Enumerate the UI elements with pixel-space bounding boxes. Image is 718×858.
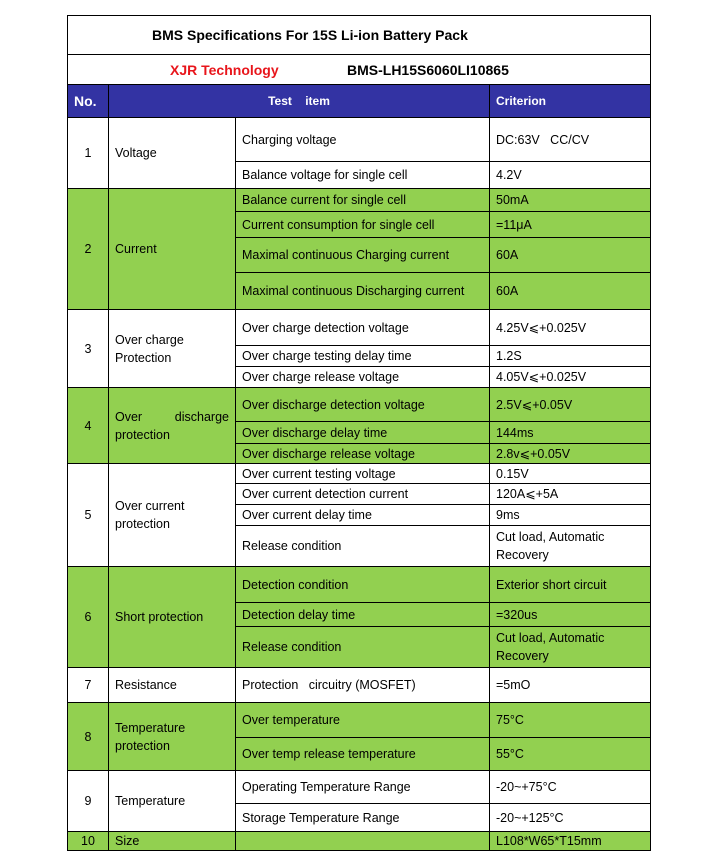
- criterion-value: =320us: [490, 603, 651, 627]
- criterion-value: Cut load, Automatic Recovery: [490, 627, 651, 668]
- criterion-value: -20~+125°C: [490, 804, 651, 832]
- test-item: Balance voltage for single cell: [236, 162, 490, 189]
- spec-row: [68, 388, 651, 422]
- test-item: Operating Temperature Range: [236, 771, 490, 804]
- criterion-value: Cut load, Automatic Recovery: [490, 526, 651, 567]
- test-item: Release condition: [236, 526, 490, 567]
- section-name: Over discharge protection: [109, 388, 236, 464]
- spec-table: [67, 15, 651, 851]
- spec-row: [68, 310, 651, 346]
- section-number: 2: [68, 189, 109, 310]
- criterion-value: DC:63V CC/CV: [490, 118, 651, 162]
- company-name: XJR Technology: [170, 61, 279, 78]
- section-number: 7: [68, 668, 109, 703]
- test-item: [236, 832, 490, 851]
- title-row: [68, 16, 651, 55]
- section-name: Current: [109, 189, 236, 310]
- spec-row: [68, 464, 651, 484]
- test-item: Over discharge detection voltage: [236, 388, 490, 422]
- criterion-value: 75°C: [490, 703, 651, 738]
- section-number: 3: [68, 310, 109, 388]
- spec-row: [68, 703, 651, 738]
- section-number: 4: [68, 388, 109, 464]
- header-no: No.: [68, 85, 109, 118]
- criterion-value: 4.05V⩽+0.025V: [490, 367, 651, 388]
- spec-sheet: [67, 15, 650, 851]
- test-item: Detection delay time: [236, 603, 490, 627]
- criterion-value: -20~+75°C: [490, 771, 651, 804]
- criterion-value: 144ms: [490, 422, 651, 444]
- test-item: Over charge testing delay time: [236, 346, 490, 367]
- section-number: 1: [68, 118, 109, 189]
- test-item: Maximal continuous Charging current: [236, 238, 490, 273]
- criterion-value: 60A: [490, 273, 651, 310]
- test-item: Over charge release voltage: [236, 367, 490, 388]
- header-row: [68, 85, 651, 118]
- test-item: Balance current for single cell: [236, 189, 490, 212]
- document-title: BMS Specifications For 15S Li-ion Battery Pack: [68, 16, 651, 55]
- criterion-value: =11μA: [490, 212, 651, 238]
- spec-row: [68, 118, 651, 162]
- test-item: Charging voltage: [236, 118, 490, 162]
- test-item: Protection circuitry (MOSFET): [236, 668, 490, 703]
- spec-row: [68, 567, 651, 603]
- criterion-value: 4.25V⩽+0.025V: [490, 310, 651, 346]
- model-number: BMS-LH15S6060LI10865: [347, 61, 509, 78]
- test-item: Over discharge release voltage: [236, 444, 490, 464]
- test-item: Over temperature: [236, 703, 490, 738]
- test-item: Over charge detection voltage: [236, 310, 490, 346]
- criterion-value: 9ms: [490, 505, 651, 526]
- section-number: 9: [68, 771, 109, 832]
- criterion-value: 0.15V: [490, 464, 651, 484]
- criterion-value: 2.5V⩽+0.05V: [490, 388, 651, 422]
- test-item: Storage Temperature Range: [236, 804, 490, 832]
- criterion-value: =5mO: [490, 668, 651, 703]
- spec-row: [68, 771, 651, 804]
- criterion-value: 1.2S: [490, 346, 651, 367]
- spec-row: [68, 189, 651, 212]
- header-test-item: Test item: [109, 85, 490, 118]
- criterion-value: L108*W65*T15mm: [490, 832, 651, 851]
- test-item: Maximal continuous Discharging current: [236, 273, 490, 310]
- criterion-value: Exterior short circuit: [490, 567, 651, 603]
- test-item: Over current testing voltage: [236, 464, 490, 484]
- spec-row: [68, 668, 651, 703]
- section-number: 8: [68, 703, 109, 771]
- section-name: Temperature: [109, 771, 236, 832]
- section-name: Over current protection: [109, 464, 236, 567]
- section-number: 10: [68, 832, 109, 851]
- criterion-value: 120A⩽+5A: [490, 484, 651, 505]
- test-item: Over temp release temperature: [236, 738, 490, 771]
- criterion-value: 2.8v⩽+0.05V: [490, 444, 651, 464]
- section-name: Over charge Protection: [109, 310, 236, 388]
- test-item: Over current detection current: [236, 484, 490, 505]
- test-item: Current consumption for single cell: [236, 212, 490, 238]
- section-name: Size: [109, 832, 236, 851]
- test-item: Over discharge delay time: [236, 422, 490, 444]
- test-item: Detection condition: [236, 567, 490, 603]
- section-name: Temperature protection: [109, 703, 236, 771]
- test-item: Over current delay time: [236, 505, 490, 526]
- criterion-value: 50mA: [490, 189, 651, 212]
- section-name: Voltage: [109, 118, 236, 189]
- section-name: Resistance: [109, 668, 236, 703]
- criterion-value: 55°C: [490, 738, 651, 771]
- header-criterion: Criterion: [490, 85, 651, 118]
- section-number: 6: [68, 567, 109, 668]
- section-name: Short protection: [109, 567, 236, 668]
- section-number: 5: [68, 464, 109, 567]
- spec-row: [68, 832, 651, 851]
- company-row: [68, 55, 651, 85]
- criterion-value: 4.2V: [490, 162, 651, 189]
- test-item: Release condition: [236, 627, 490, 668]
- criterion-value: 60A: [490, 238, 651, 273]
